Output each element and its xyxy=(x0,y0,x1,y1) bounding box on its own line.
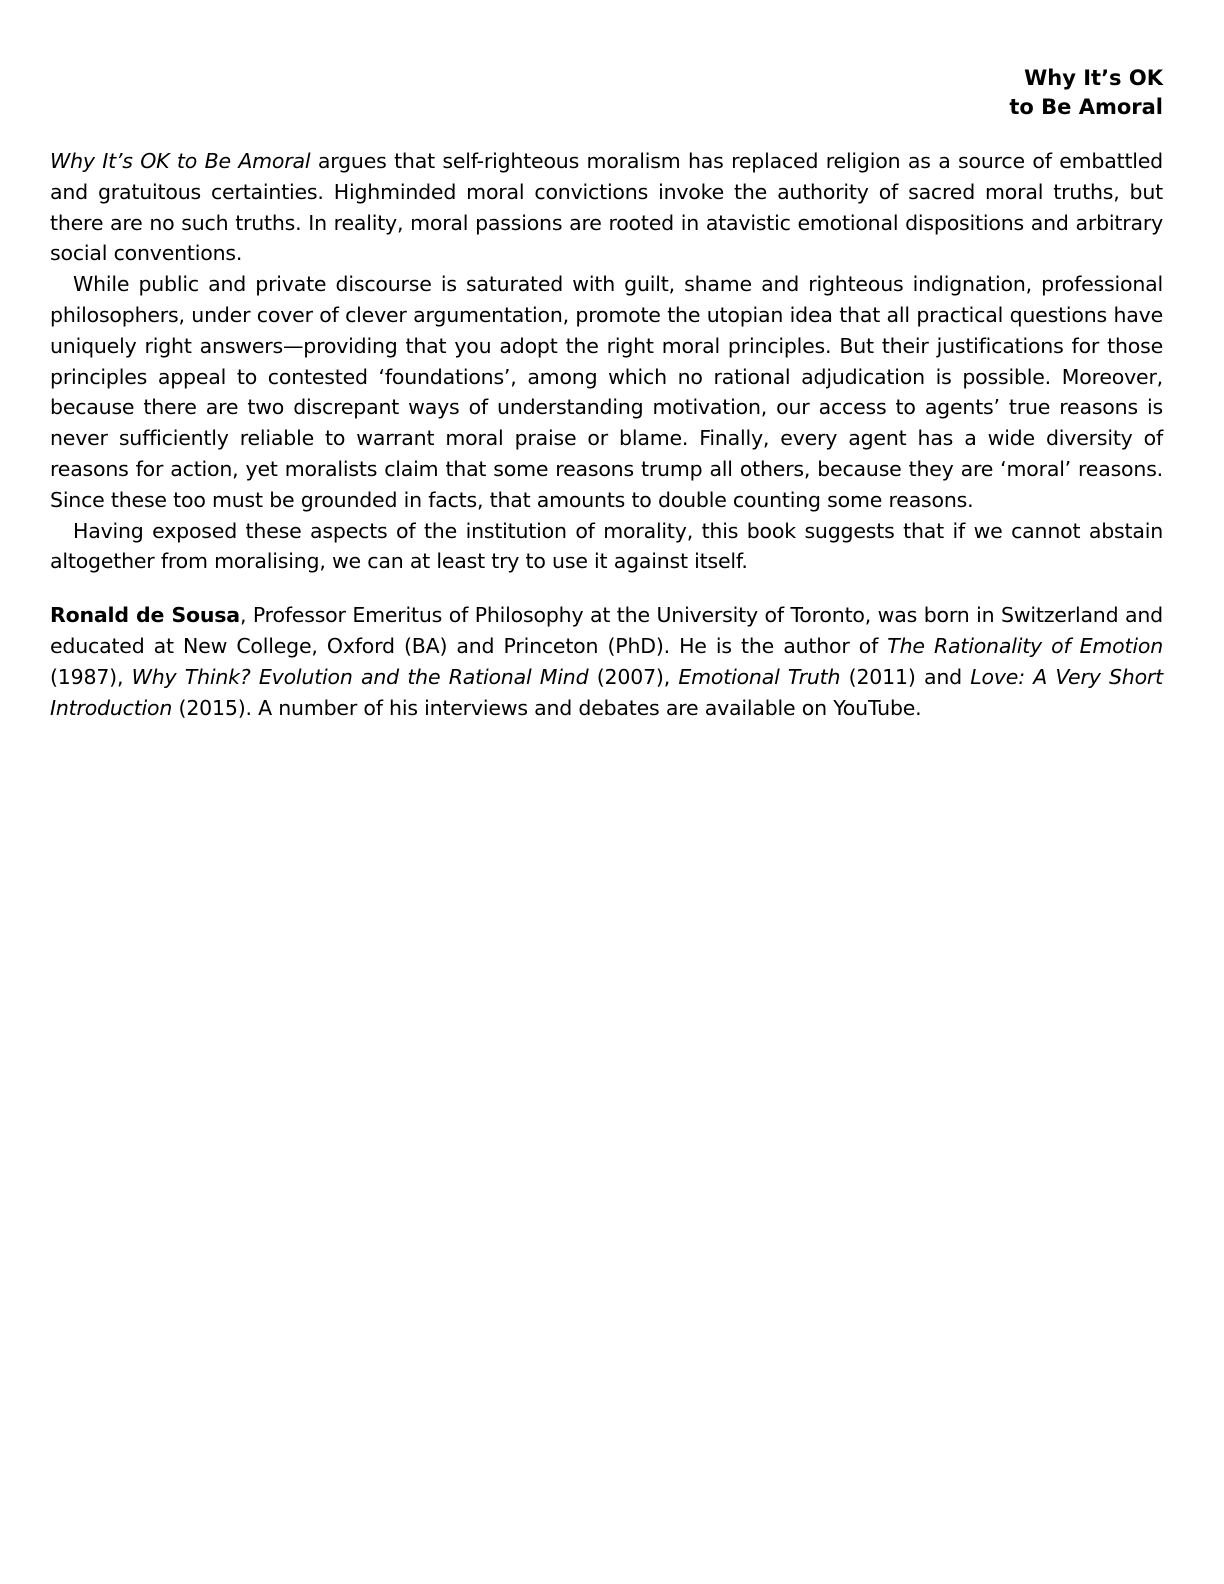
author-bio-paragraph xyxy=(50,600,1163,723)
bio-book-4: Love: A Very Short Introduction xyxy=(50,664,1163,720)
bio-text-4: (2011) and xyxy=(840,664,971,689)
blurb-paragraph-3: Having exposed these aspects of the institution of morality, this book suggests that if we cannot abstain altogether from moralising, we can at least try to use it against itself. xyxy=(50,518,1163,574)
bio-text-3: (2007), xyxy=(588,664,679,689)
bio-book-2: Why Think? Evolution and the Rational Mind xyxy=(131,664,589,689)
author-bio xyxy=(50,600,1163,723)
blurb-book-title: Why It’s OK to Be Amoral xyxy=(50,149,311,173)
bio-text-2: (1987), xyxy=(50,664,132,689)
title-line-2: to Be Amoral xyxy=(1009,95,1163,119)
bio-text-1: , Professor Emeritus of Philosophy at the University of Toronto, was born in Switzerland and educated at New College, Oxford (BA) and Princeton (PhD). He is the author of xyxy=(50,603,1163,658)
back-cover-page xyxy=(50,64,1163,723)
blurb-paragraph-1 xyxy=(50,146,1163,269)
bio-book-3: Emotional Truth xyxy=(678,664,841,689)
book-title xyxy=(50,64,1163,122)
bio-text-5: (2015). A number of his interviews and debates are available on YouTube. xyxy=(172,695,922,720)
blurb-paragraph-1-text: argues that self-righteous moralism has replaced religion as a source of embattled and gratuitous certainties. Highminded moral convictions invoke the authority of sacred moral truths, but there are no such truths. In reality, moral passions are rooted in atavistic emotional dispositions and arbitrary social conventions. xyxy=(50,149,1164,266)
book-blurb xyxy=(50,146,1163,577)
title-line-1: Why It’s OK xyxy=(1024,66,1163,90)
author-name: Ronald de Sousa xyxy=(50,603,240,628)
blurb-paragraph-2: While public and private discourse is saturated with guilt, shame and righteous indignation, professional philosophers, under cover of clever argumentation, promote the utopian idea that all practical questions have uniquely right answers—providing that you adopt the right moral principles. But their justifications for those principles appeal to contested ‘foundations’, among which no rational adjudication is possible. Moreover, because there are two discrepant ways of understanding motivation, our access to agents’ true reasons is never sufficiently reliable to warrant moral praise or blame. Finally, every agent has a wide diversity of reasons for action, yet moralists claim that some reasons trump all others, because they are ‘moral’ reasons. Since these too must be grounded in facts, that amounts to double counting some reasons. xyxy=(50,272,1163,512)
bio-book-1: The Rationality of Emotion xyxy=(887,633,1163,658)
